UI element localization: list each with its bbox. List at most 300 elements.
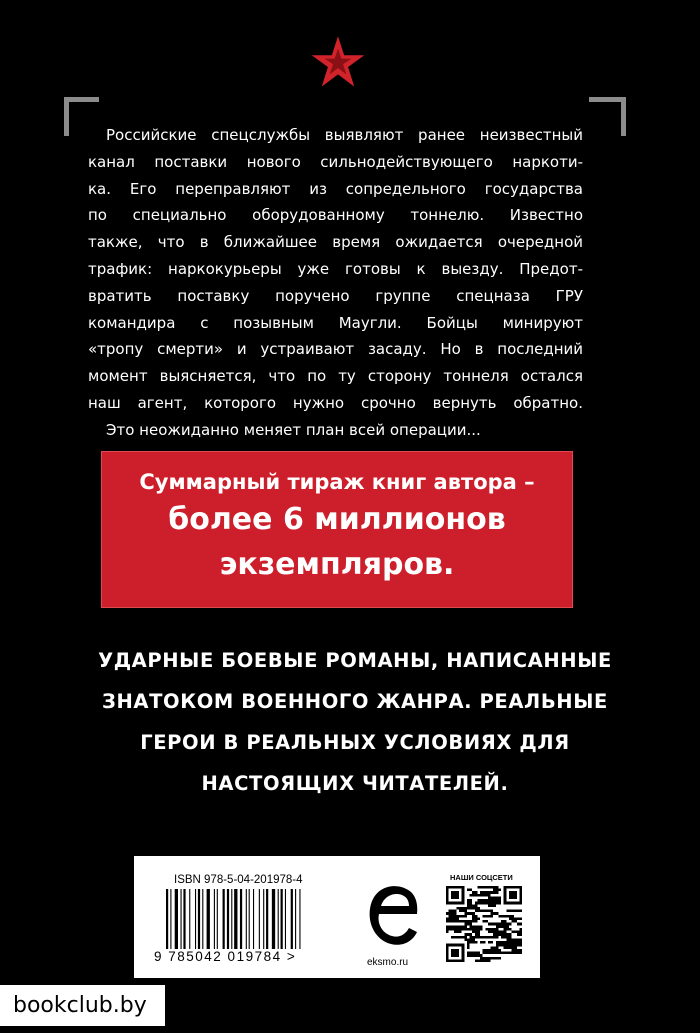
qr-module [454, 912, 457, 915]
qr-module [488, 902, 491, 905]
qr-module [509, 946, 512, 949]
qr-module [470, 889, 473, 892]
qr-module [472, 931, 475, 934]
qr-module [496, 928, 499, 931]
qr-module [454, 910, 457, 913]
qr-module [470, 925, 473, 928]
qr-module [467, 946, 470, 949]
barcode-bar [263, 889, 264, 949]
barcode-bar [231, 889, 232, 949]
qr-module [512, 920, 515, 923]
qr-module [514, 952, 517, 955]
qr-module [493, 891, 496, 894]
qr-module [449, 910, 452, 913]
qr-module [475, 920, 478, 923]
qr-module [493, 889, 496, 892]
qr-module [517, 938, 520, 941]
qr-module [519, 923, 522, 926]
qr-module [512, 946, 515, 949]
qr-module [509, 944, 512, 947]
qr-module [483, 910, 486, 913]
barcode-bar [266, 889, 268, 949]
qr-module [456, 925, 459, 928]
qr-module [464, 915, 467, 918]
qr-module [517, 944, 520, 947]
barcode-bar [278, 889, 279, 949]
qr-module [451, 915, 454, 918]
qr-module [501, 952, 504, 955]
barcode-bar [181, 889, 182, 949]
qr-module [464, 936, 467, 939]
qr-module [462, 936, 465, 939]
barcode-bar [295, 889, 296, 949]
qr-module [467, 907, 470, 910]
qr-module [488, 952, 491, 955]
qr-module [472, 928, 475, 931]
qr-module [480, 936, 483, 939]
qr-module [488, 959, 491, 962]
qr-module [480, 899, 483, 902]
qr-module [488, 915, 491, 918]
qr-module [451, 910, 454, 913]
barcode-bar [198, 889, 200, 949]
qr-module [464, 920, 467, 923]
qr-module [456, 928, 459, 931]
qr-module [454, 928, 457, 931]
qr-module [496, 957, 499, 960]
barcode-bar [281, 889, 283, 949]
qr-module [491, 896, 494, 899]
qr-module [485, 936, 488, 939]
qr-module [449, 925, 452, 928]
qr-module [488, 957, 491, 960]
qr-module [477, 928, 480, 931]
qr-module [446, 931, 449, 934]
qr-module [493, 886, 496, 889]
qr-module [491, 912, 494, 915]
qr-module [470, 923, 473, 926]
qr-module [509, 910, 512, 913]
barcode-bar [259, 889, 260, 949]
barcode-bar [291, 889, 293, 949]
qr-module [496, 941, 499, 944]
qr-module [467, 920, 470, 923]
qr-module [488, 936, 491, 939]
barcode-bar [299, 889, 300, 949]
qr-module [470, 933, 473, 936]
qr-module [483, 957, 486, 960]
synopsis-line: трафик: наркокурьеры уже готовы к выезду. Предот- [88, 259, 583, 278]
qr-module [462, 925, 465, 928]
qr-module [454, 917, 457, 920]
qr-module [464, 910, 467, 913]
qr-module [488, 949, 491, 952]
qr-module [472, 894, 475, 897]
qr-module [459, 915, 462, 918]
synopsis-line: канал поставки нового сильнодействующего наркоти- [88, 152, 583, 171]
synopsis-line: вратить поставку поручено группе спецназа ГРУ [88, 286, 583, 305]
qr-module [517, 949, 520, 952]
qr-module [496, 902, 499, 905]
qr-module [467, 928, 470, 931]
qr-module [501, 931, 504, 934]
qr-module [514, 910, 517, 913]
qr-module [491, 923, 494, 926]
qr-module [491, 928, 494, 931]
qr-module [517, 923, 520, 926]
qr-module [512, 949, 515, 952]
qr-module [504, 952, 507, 955]
qr-module [491, 902, 494, 905]
qr-module [485, 894, 488, 897]
qr-module [467, 944, 470, 947]
qr-module [472, 907, 475, 910]
qr-module [519, 928, 522, 931]
qr-module [483, 952, 486, 955]
qr-module [462, 920, 465, 923]
red-star-icon [310, 34, 366, 90]
qr-module [506, 952, 509, 955]
qr-module [493, 899, 496, 902]
qr-module [483, 899, 486, 902]
qr-module [480, 928, 483, 931]
qr-module [496, 912, 499, 915]
series-tagline [60, 640, 650, 804]
qr-module [470, 928, 473, 931]
qr-module [470, 954, 473, 957]
publisher-website: eksmo.ru [367, 957, 409, 968]
qr-module [477, 894, 480, 897]
qr-module [498, 915, 501, 918]
social-label: НАШИ СОЦСЕТИ [450, 873, 513, 882]
qr-module [498, 899, 501, 902]
synopsis-line: ка. Его переправляют из сопредельного государства [88, 179, 583, 198]
qr-module [475, 925, 478, 928]
qr-module [483, 902, 486, 905]
qr-module [514, 941, 517, 944]
qr-module [464, 923, 467, 926]
qr-module [464, 907, 467, 910]
qr-module [485, 949, 488, 952]
synopsis-line: наш агент, которого нужно срочно вернуть обратно. [88, 393, 583, 412]
qr-module [470, 920, 473, 923]
qr-module [483, 959, 486, 962]
qr-module [506, 941, 509, 944]
qr-module [475, 952, 478, 955]
synopsis-line: «тропу смерти» и устраивают засаду. Но в последний [88, 340, 583, 359]
qr-module [456, 917, 459, 920]
qr-module [477, 931, 480, 934]
qr-code-image [446, 886, 522, 962]
qr-module [472, 904, 475, 907]
qr-module [485, 899, 488, 902]
qr-module [456, 915, 459, 918]
qr-module [451, 891, 459, 899]
tagline-line: НАСТОЯЩИХ ЧИТАТЕЛЕЙ. [201, 772, 509, 795]
barcode-bar [227, 889, 229, 949]
qr-module [456, 907, 459, 910]
qr-module [498, 957, 501, 960]
qr-module [493, 904, 496, 907]
qr-module [475, 941, 478, 944]
qr-module [483, 891, 486, 894]
qr-module [470, 938, 473, 941]
qr-module [475, 917, 478, 920]
qr-module [454, 936, 457, 939]
qr-module [449, 928, 452, 931]
qr-module [459, 920, 462, 923]
qr-module [498, 923, 501, 926]
qr-module [496, 886, 499, 889]
qr-module [512, 944, 515, 947]
qr-module [449, 915, 452, 918]
qr-module [509, 933, 512, 936]
qr-module [517, 910, 520, 913]
qr-module [493, 936, 496, 939]
qr-module [506, 938, 509, 941]
qr-module [467, 938, 470, 941]
qr-module [477, 936, 480, 939]
qr-module [472, 912, 475, 915]
qr-module [467, 933, 470, 936]
qr-module [488, 899, 491, 902]
barcode-bar [195, 889, 196, 949]
synopsis-line: также, что в ближайшее время ожидается очередной [88, 233, 583, 252]
qr-module [462, 907, 465, 910]
barcode-bar [170, 889, 171, 949]
qr-module [456, 931, 459, 934]
qr-module [496, 925, 499, 928]
qr-module [491, 931, 494, 934]
qr-module [485, 928, 488, 931]
qr-module [459, 910, 462, 913]
barcode-bar [234, 889, 237, 949]
qr-module [493, 928, 496, 931]
qr-module [493, 952, 496, 955]
qr-module [472, 952, 475, 955]
qr-module [498, 952, 501, 955]
qr-module [517, 952, 520, 955]
barcode-bar [207, 889, 210, 949]
qr-module [483, 949, 486, 952]
qr-module [467, 889, 470, 892]
barcode-bar [223, 889, 225, 949]
qr-module [472, 936, 475, 939]
qr-module [506, 915, 509, 918]
qr-module [477, 954, 480, 957]
qr-module [512, 915, 515, 918]
qr-module [451, 928, 454, 931]
qr-module [491, 957, 494, 960]
qr-module [456, 936, 459, 939]
qr-module [483, 936, 486, 939]
qr-module [519, 931, 522, 934]
qr-module [485, 886, 488, 889]
qr-module [472, 917, 475, 920]
qr-module [475, 954, 478, 957]
qr-module [506, 944, 509, 947]
qr-module [519, 944, 522, 947]
qr-module [475, 959, 478, 962]
banner-line: экземпляров. [219, 547, 455, 582]
qr-module [496, 946, 499, 949]
qr-module [498, 931, 501, 934]
qr-module [509, 952, 512, 955]
qr-module [512, 931, 515, 934]
qr-module [493, 923, 496, 926]
qr-module [493, 912, 496, 915]
qr-module [475, 931, 478, 934]
qr-module [475, 904, 478, 907]
qr-module [464, 938, 467, 941]
barcode-bar [272, 889, 275, 949]
qr-module [496, 896, 499, 899]
qr-module [493, 957, 496, 960]
qr-module [493, 946, 496, 949]
qr-module [470, 899, 473, 902]
qr-module [462, 910, 465, 913]
qr-module [451, 917, 454, 920]
qr-module [509, 938, 512, 941]
qr-module [449, 912, 452, 915]
qr-module [483, 920, 486, 923]
qr-module [464, 933, 467, 936]
qr-module [509, 941, 512, 944]
qr-module [451, 925, 454, 928]
qr-module [496, 952, 499, 955]
qr-module [477, 910, 480, 913]
qr-module [504, 946, 507, 949]
qr-module [517, 933, 520, 936]
qr-module [498, 941, 501, 944]
qr-module [514, 917, 517, 920]
qr-module [509, 915, 512, 918]
qr-module [446, 928, 449, 931]
qr-module [480, 886, 483, 889]
qr-module [459, 936, 462, 939]
qr-module [485, 920, 488, 923]
qr-module [475, 902, 478, 905]
qr-module [472, 925, 475, 928]
qr-module [449, 920, 452, 923]
qr-module [519, 941, 522, 944]
qr-module [496, 933, 499, 936]
qr-module [470, 952, 473, 955]
tagline-line: ГЕРОИ В РЕАЛЬНЫХ УСЛОВИЯХ ДЛЯ [140, 731, 570, 754]
qr-module [475, 894, 478, 897]
qr-module [446, 925, 449, 928]
qr-module [506, 925, 509, 928]
qr-module [485, 952, 488, 955]
qr-module [512, 917, 515, 920]
banner-line: более 6 миллионов [168, 502, 506, 537]
qr-module [472, 954, 475, 957]
eksmo-logo-icon [363, 878, 423, 958]
qr-module [488, 928, 491, 931]
qr-module [470, 904, 473, 907]
qr-module [493, 902, 496, 905]
qr-module [449, 917, 452, 920]
qr-module [512, 941, 515, 944]
qr-module [454, 925, 457, 928]
qr-module [506, 923, 509, 926]
qr-module [477, 933, 480, 936]
qr-module [501, 941, 504, 944]
synopsis-line: Это неожиданно меняет план всей операции... [106, 420, 481, 439]
qr-module [464, 912, 467, 915]
qr-module [501, 915, 504, 918]
qr-module [517, 917, 520, 920]
qr-module [501, 933, 504, 936]
qr-module [514, 949, 517, 952]
qr-module [485, 902, 488, 905]
qr-module [512, 910, 515, 913]
qr-module [501, 944, 504, 947]
qr-module [498, 949, 501, 952]
qr-module [504, 941, 507, 944]
barcode-bar [175, 889, 178, 949]
qr-module [496, 944, 499, 947]
qr-module [475, 915, 478, 918]
qr-module [462, 928, 465, 931]
qr-module [451, 936, 454, 939]
barcode-bar [166, 889, 168, 949]
qr-module [491, 904, 494, 907]
qr-module [519, 917, 522, 920]
qr-module [459, 907, 462, 910]
qr-module [506, 928, 509, 931]
qr-module [504, 920, 507, 923]
qr-module [467, 899, 470, 902]
qr-module [480, 959, 483, 962]
qr-module [504, 915, 507, 918]
barcode-bar [253, 889, 254, 949]
qr-module [493, 896, 496, 899]
synopsis-line: Российские спецслужбы выявляют ранее неизвестный [106, 126, 583, 144]
qr-module [496, 889, 499, 892]
qr-module [459, 931, 462, 934]
tagline-line: УДАРНЫЕ БОЕВЫЕ РОМАНЫ, НАПИСАННЫЕ [98, 649, 612, 672]
qr-module [483, 886, 486, 889]
qr-module [509, 891, 517, 899]
qr-module [488, 904, 491, 907]
qr-module [485, 915, 488, 918]
qr-module [480, 891, 483, 894]
qr-module [519, 949, 522, 952]
qr-module [498, 944, 501, 947]
qr-module [504, 944, 507, 947]
qr-module [485, 957, 488, 960]
qr-module [485, 891, 488, 894]
qr-module [519, 952, 522, 955]
banner-line: Суммарный тираж книг автора – [139, 470, 535, 494]
qr-module [470, 941, 473, 944]
print-run-banner [101, 451, 573, 608]
qr-module [506, 946, 509, 949]
qr-module [519, 938, 522, 941]
qr-module [480, 925, 483, 928]
qr-module [501, 925, 504, 928]
qr-module [496, 936, 499, 939]
qr-module [451, 949, 459, 957]
qr-module [477, 907, 480, 910]
qr-module [493, 949, 496, 952]
qr-module [483, 894, 486, 897]
qr-module [504, 925, 507, 928]
qr-module [506, 933, 509, 936]
qr-module [498, 925, 501, 928]
synopsis-line: момент выясняется, что по ту сторону тоннеля остался [88, 367, 583, 386]
